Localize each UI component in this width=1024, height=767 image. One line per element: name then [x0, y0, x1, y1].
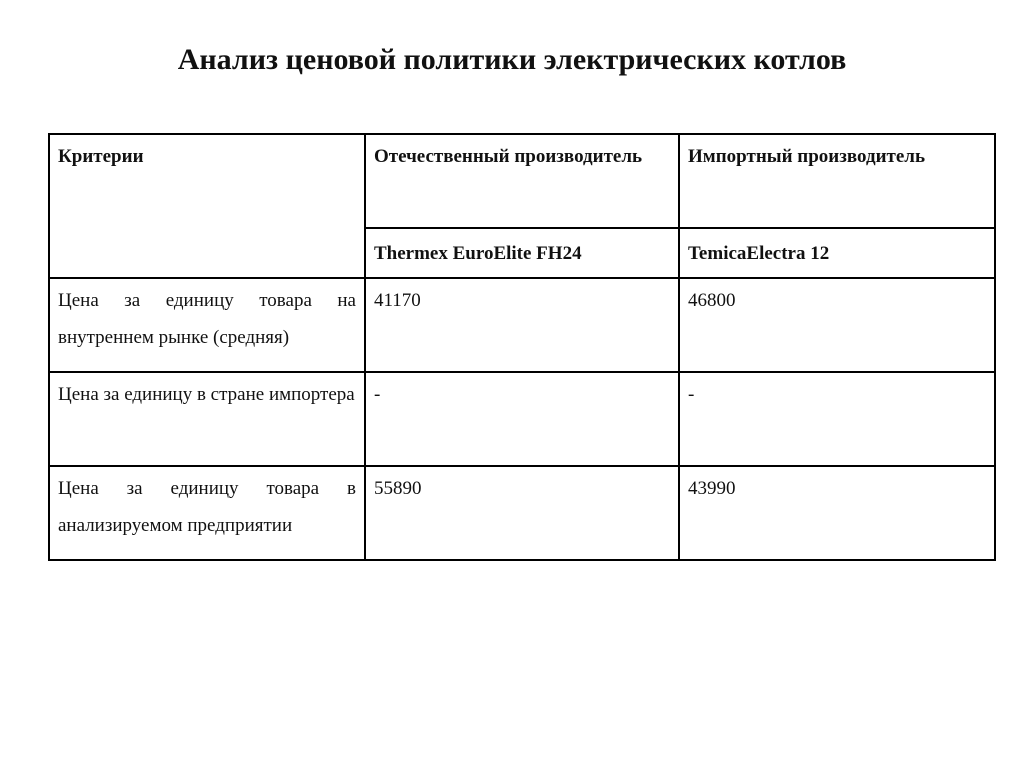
header-imported-cell: Импортный производитель — [679, 134, 995, 228]
table-header-row — [49, 134, 995, 228]
domestic-value-cell: 41170 — [365, 278, 679, 372]
criterion-cell: Цена за единицу товара на внутреннем рынке (средняя) — [49, 278, 365, 372]
page-title: Анализ ценовой политики электрических котлов — [177, 43, 847, 76]
table-row — [49, 278, 995, 372]
criterion-cell: Цена за единицу в стране импортера — [49, 372, 365, 466]
model-domestic-cell: Thermex EuroElite FH24 — [365, 228, 679, 278]
header-criteria-cell: Критерии — [49, 134, 365, 278]
domestic-value-cell: - — [365, 372, 679, 466]
imported-value-cell: - — [679, 372, 995, 466]
domestic-value-cell: 55890 — [365, 466, 679, 560]
table-row — [49, 372, 995, 466]
price-comparison-table — [48, 133, 996, 561]
header-domestic-cell: Отечественный производитель — [365, 134, 679, 228]
imported-value-cell: 46800 — [679, 278, 995, 372]
model-imported-cell: TemicaElectra 12 — [679, 228, 995, 278]
imported-value-cell: 43990 — [679, 466, 995, 560]
criterion-cell: Цена за единицу товара в анализируемом предприятии — [49, 466, 365, 560]
table-row — [49, 466, 995, 560]
